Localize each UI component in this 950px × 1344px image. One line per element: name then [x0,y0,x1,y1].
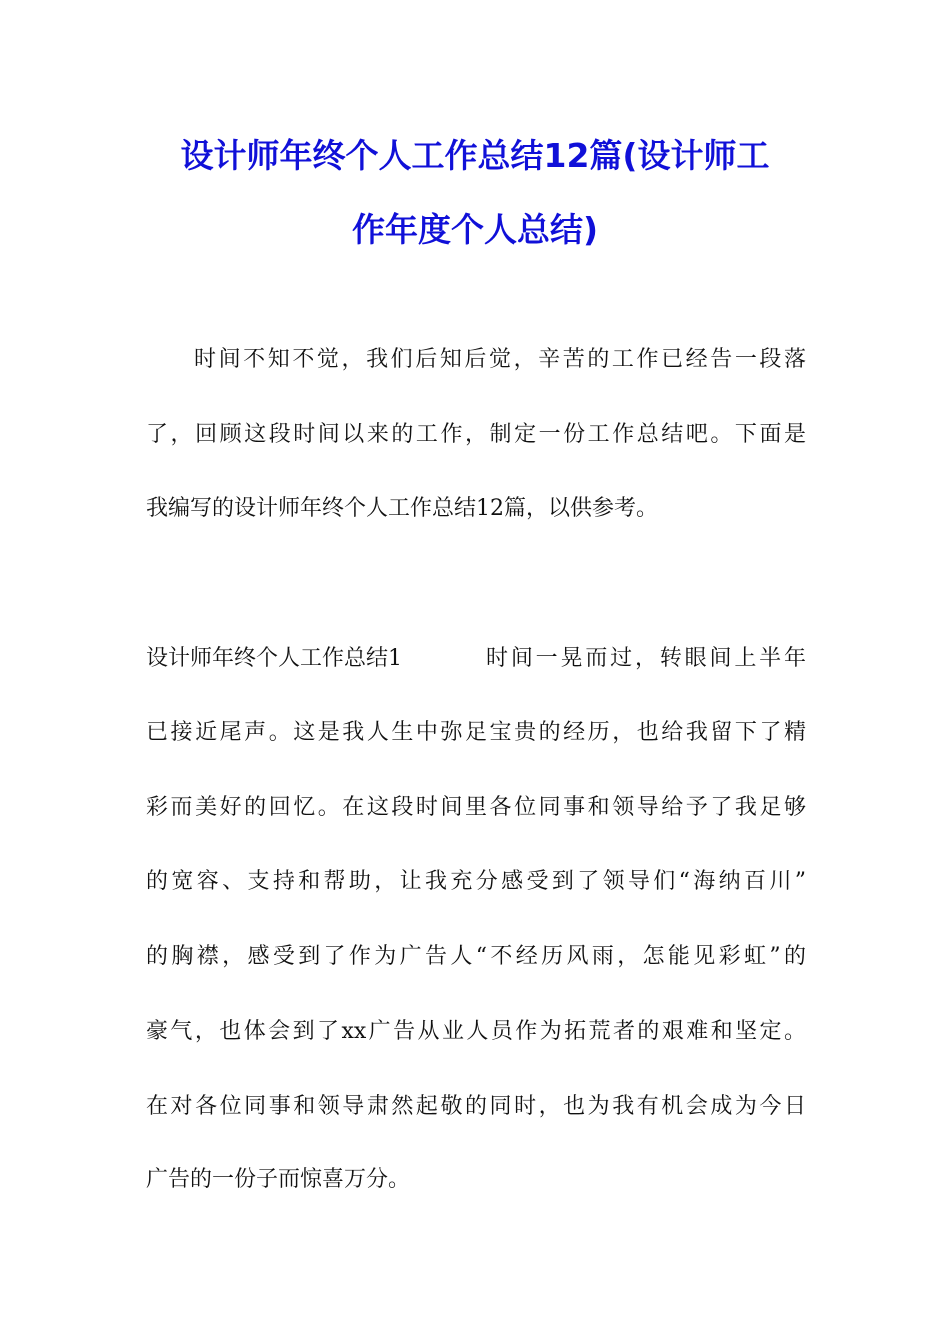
section-first-line-text: 时间一晃而过，转眼间上半年 [486,646,806,671]
body-line: 的宽容、支持和帮助，让我充分感受到了领导们“海纳百川” [146,869,806,894]
body-line: 广告的一份子而惊喜万分。 [146,1167,411,1192]
intro-line: 时间不知不觉，我们后知后觉，辛苦的工作已经告一段落 [194,347,806,372]
body-line: 已接近尾声。这是我人生中弥足宝贵的经历，也给我留下了精 [146,720,806,745]
body-line: 彩而美好的回忆。在这段时间里各位同事和领导给予了我足够 [146,795,806,820]
body-line: 豪气，也体会到了xx广告从业人员作为拓荒者的艰难和坚定。 [146,1019,806,1044]
body-line: 在对各位同事和领导肃然起敬的同时，也为我有机会成为今日 [146,1094,806,1119]
intro-line: 了，回顾这段时间以来的工作，制定一份工作总结吧。下面是 [146,422,806,447]
intro-line: 我编写的设计师年终个人工作总结12篇，以供参考。 [146,496,658,521]
section-heading: 设计师年终个人工作总结1 [146,646,402,671]
document-title-line-1: 设计师年终个人工作总结12篇(设计师工 [180,136,770,175]
document-title-line-2: 作年度个人总结) [351,210,599,249]
body-line: 的胸襟，感受到了作为广告人“不经历风雨，怎能见彩虹”的 [146,944,806,969]
